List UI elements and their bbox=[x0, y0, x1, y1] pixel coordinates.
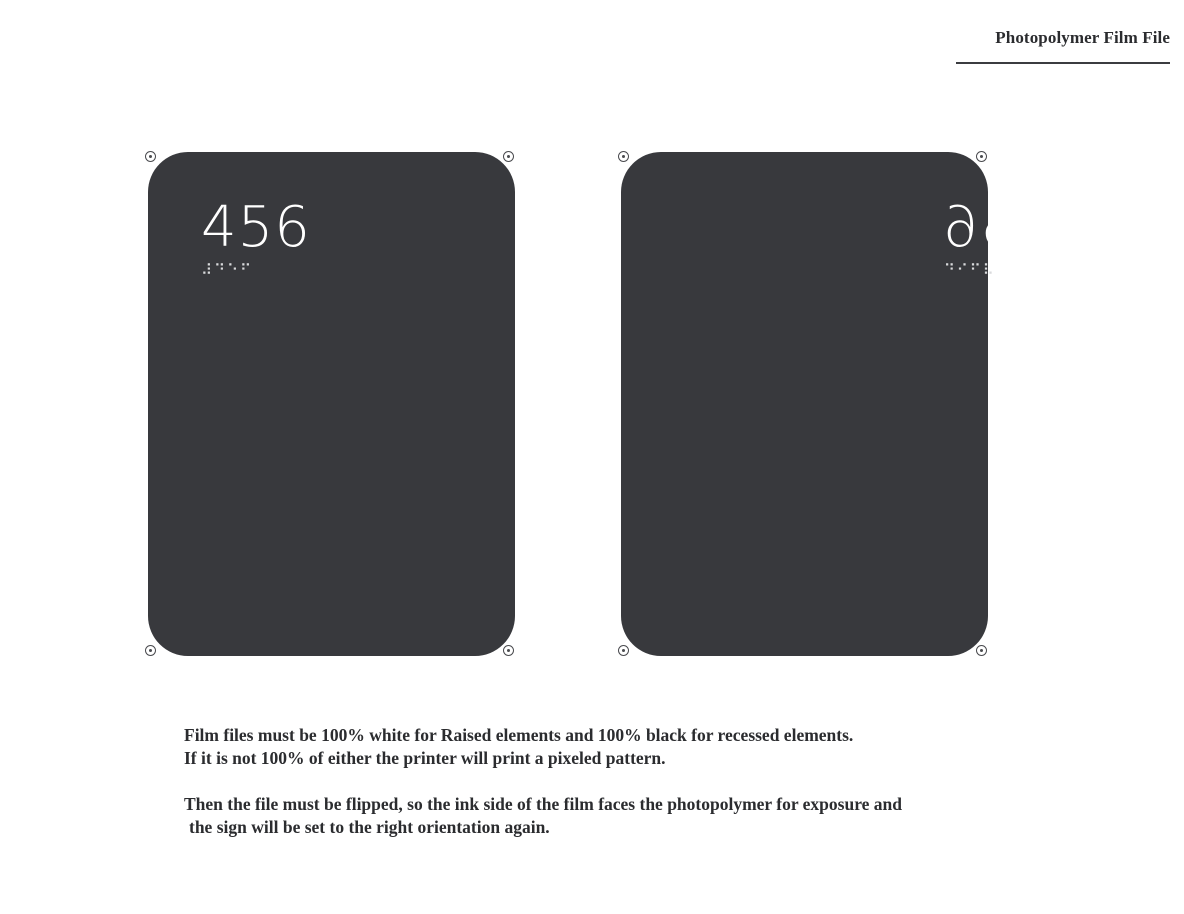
film-plate-back-mirrored bbox=[613, 146, 1052, 662]
note-line: the sign will be set to the right orientation again. bbox=[189, 817, 550, 837]
braille-text-back: ⠼⠙⠑⠋ bbox=[942, 261, 994, 279]
braille-text-front: ⠼⠙⠑⠋ bbox=[201, 261, 253, 279]
film-plate-front bbox=[140, 146, 522, 662]
note-line: Film files must be 100% white for Raised elements and 100% black for recessed elements. bbox=[184, 725, 854, 745]
note-line: If it is not 100% of either the printer will print a pixeled pattern. bbox=[184, 748, 666, 768]
plate-body-back bbox=[621, 152, 1052, 656]
registration-mark-icon bbox=[503, 645, 514, 656]
registration-mark-icon bbox=[976, 645, 987, 656]
registration-mark-icon bbox=[145, 151, 156, 162]
registration-mark-icon bbox=[618, 645, 629, 656]
registration-mark-icon bbox=[145, 645, 156, 656]
registration-mark-icon bbox=[618, 151, 629, 162]
registration-mark-icon bbox=[976, 151, 987, 162]
page-title: Photopolymer Film File bbox=[995, 28, 1170, 47]
sign-number-front: 456 bbox=[201, 195, 311, 260]
sign-number-back: 456 bbox=[942, 195, 1052, 260]
note-line: Then the file must be flipped, so the ink side of the film faces the photopolymer for exposure and bbox=[184, 794, 903, 814]
registration-mark-icon bbox=[503, 151, 514, 162]
plate-body-front bbox=[148, 152, 515, 656]
note-paragraph-2 bbox=[184, 793, 902, 839]
header-divider bbox=[956, 62, 1170, 64]
note-paragraph-1 bbox=[184, 724, 853, 770]
